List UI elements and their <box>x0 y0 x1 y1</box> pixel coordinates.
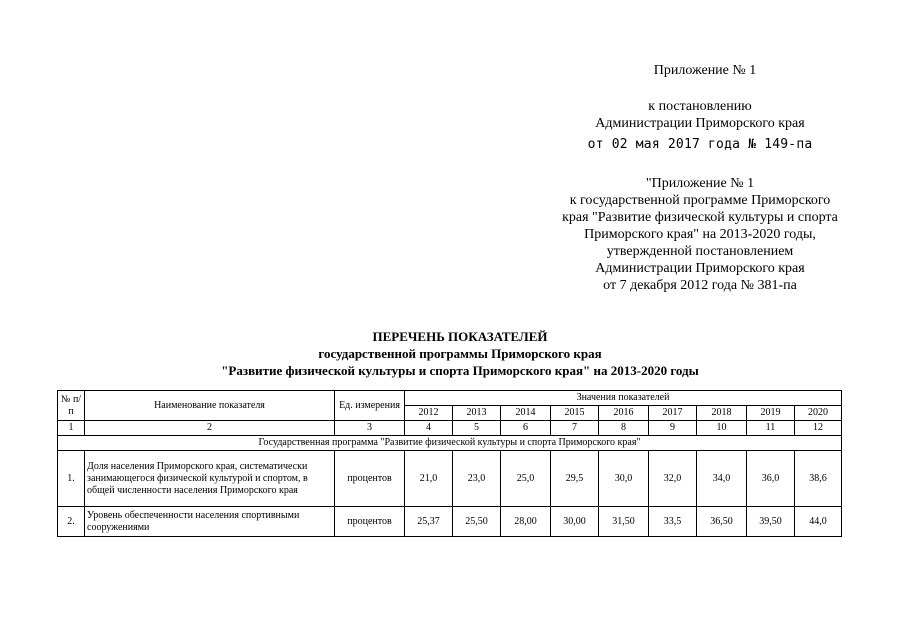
year-cell: 2017 <box>649 406 697 421</box>
column-number: 9 <box>649 421 697 436</box>
column-number: 3 <box>335 421 405 436</box>
row-number: 1. <box>58 451 85 507</box>
column-number: 11 <box>747 421 795 436</box>
indicator-name: Уровень обеспеченности населения спортивными сооружениями <box>85 507 335 537</box>
value-cell: 36,50 <box>697 507 747 537</box>
year-cell: 2015 <box>551 406 599 421</box>
program-appendix-reference <box>540 175 860 294</box>
year-cell: 2020 <box>795 406 842 421</box>
appendix-number: Приложение № 1 <box>653 63 757 78</box>
column-number: 2 <box>85 421 335 436</box>
document-title <box>180 328 740 379</box>
column-number: 1 <box>58 421 85 436</box>
value-cell: 23,0 <box>453 451 501 507</box>
column-numbers-row <box>58 421 842 436</box>
title-line: ПЕРЕЧЕНЬ ПОКАЗАТЕЛЕЙ <box>372 329 548 344</box>
value-cell: 29,5 <box>551 451 599 507</box>
value-cell: 25,50 <box>453 507 501 537</box>
column-number: 12 <box>795 421 842 436</box>
appendix-line: утвержденной постановлением <box>606 244 794 259</box>
appendix-line: к государственной программе Приморского <box>569 193 831 208</box>
column-number: 5 <box>453 421 501 436</box>
value-cell: 31,50 <box>599 507 649 537</box>
program-title-cell: Государственная программа "Развитие физической культуры и спорта Приморского края" <box>58 436 842 451</box>
value-cell: 25,0 <box>501 451 551 507</box>
indicators-table <box>57 390 842 537</box>
value-cell: 36,0 <box>747 451 795 507</box>
appendix-line: от 7 декабря 2012 года № 381-па <box>603 278 797 293</box>
col-header-values: Значения показателей <box>405 391 842 406</box>
appendix-line: "Приложение № 1 <box>645 176 755 191</box>
year-cell: 2018 <box>697 406 747 421</box>
column-number: 8 <box>599 421 649 436</box>
table-row <box>58 451 842 507</box>
decree-reference <box>585 98 815 153</box>
col-header-no: № п/п <box>58 391 85 421</box>
decree-line: Администрации Приморского края <box>595 116 805 131</box>
value-cell: 28,00 <box>501 507 551 537</box>
year-cell: 2013 <box>453 406 501 421</box>
value-cell: 21,0 <box>405 451 453 507</box>
col-header-unit: Ед. измерения <box>335 391 405 421</box>
column-number: 4 <box>405 421 453 436</box>
value-cell: 44,0 <box>795 507 842 537</box>
col-header-name: Наименование показателя <box>85 391 335 421</box>
indicator-unit: процентов <box>335 507 405 537</box>
table-header-row <box>58 391 842 406</box>
decree-date-stamp: от 02 мая 2017 года № 149-па <box>587 137 813 152</box>
title-line: "Развитие физической культуры и спорта Приморского края" на 2013-2020 годы <box>221 363 699 378</box>
year-cell: 2012 <box>405 406 453 421</box>
appendix-line: края "Развитие физической культуры и спорта <box>562 210 838 225</box>
indicator-name: Доля населения Приморского края, систематически занимающегося физической культурой и спортом, в общей численности населения Приморского края <box>85 451 335 507</box>
title-line: государственной программы Приморского края <box>318 346 602 361</box>
year-cell: 2019 <box>747 406 795 421</box>
program-row <box>58 436 842 451</box>
column-number: 7 <box>551 421 599 436</box>
appendix-line: Администрации Приморского края <box>595 261 805 276</box>
column-number: 10 <box>697 421 747 436</box>
value-cell: 30,0 <box>599 451 649 507</box>
value-cell: 34,0 <box>697 451 747 507</box>
value-cell: 25,37 <box>405 507 453 537</box>
column-number: 6 <box>501 421 551 436</box>
value-cell: 39,50 <box>747 507 795 537</box>
value-cell: 38,6 <box>795 451 842 507</box>
value-cell: 32,0 <box>649 451 697 507</box>
value-cell: 30,00 <box>551 507 599 537</box>
year-cell: 2014 <box>501 406 551 421</box>
value-cell: 33,5 <box>649 507 697 537</box>
decree-line: к постановлению <box>648 99 752 114</box>
indicator-unit: процентов <box>335 451 405 507</box>
year-cell: 2016 <box>599 406 649 421</box>
row-number: 2. <box>58 507 85 537</box>
table-row <box>58 507 842 537</box>
appendix-line: Приморского края" на 2013-2020 годы, <box>584 227 816 242</box>
